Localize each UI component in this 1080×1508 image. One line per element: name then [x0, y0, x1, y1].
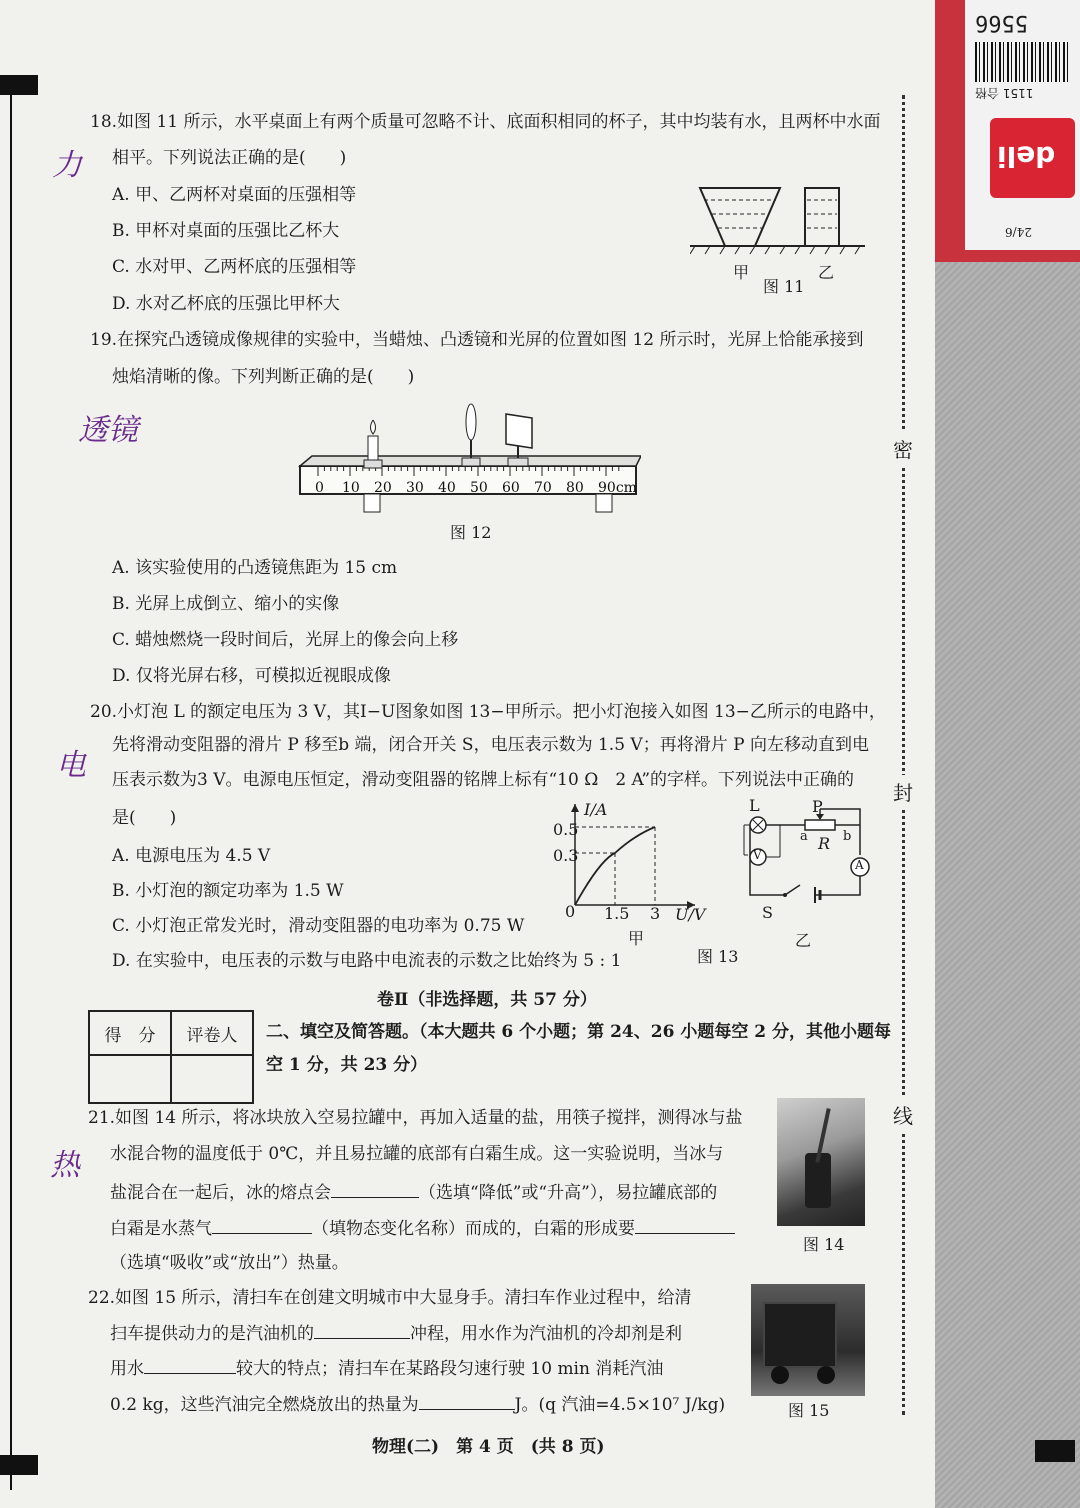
q20-stem: 先将滑动变阻器的滑片 P 移至b 端，闭合开关 S，电压表示数为 1.5 V；再将滑片 P 向左移动直到电 — [112, 735, 869, 755]
fig11-label-jia: 甲 — [733, 263, 750, 282]
handwriting-note: 热 — [50, 1148, 80, 1183]
seal-char-xian: 线 — [893, 1098, 913, 1131]
ruler-label: 20 — [374, 480, 392, 496]
box-date: 24/6 — [1005, 225, 1032, 239]
circuit-label-a: a — [800, 829, 808, 844]
ruler-label: 50 — [470, 480, 488, 496]
ruler-label: 70 — [534, 480, 552, 496]
q20-option-d: D. 在实验中，电压表的示数与电路中电流表的示数之比始终为 5 : 1 — [112, 951, 622, 971]
q20-stem: 压表示数为3 V。电源电压恒定，滑动变阻器的铭牌上标有“10 Ω 2 A”的字样。下列说法中正确的 — [112, 770, 855, 790]
section-heading: 二、填空及简答题。（本大题共 6 个小题；第 24、26 小题每空 2 分，其他小题每 — [266, 1022, 891, 1042]
ruler-label: 40 — [438, 480, 456, 496]
ruler-label: 30 — [406, 480, 424, 496]
q21-stem: 白霜是水蒸气 （填物态变化名称）而成的，白霜的形成要 — [110, 1217, 735, 1239]
section-heading: 空 1 分，共 23 分） — [266, 1055, 428, 1075]
fig11-caption: 图 11 — [763, 277, 805, 296]
q19-stem: 烛焰清晰的像。下列判断正确的是( ) — [112, 367, 415, 387]
figure-15-photo — [751, 1284, 865, 1396]
fig15-caption: 图 15 — [788, 1401, 830, 1420]
handwriting-note: 透镜 — [78, 413, 138, 448]
fig12-caption: 图 12 — [450, 523, 492, 542]
handwriting-note: 力 — [52, 148, 82, 183]
q18-option-d: D. 水对乙杯底的压强比甲杯大 — [112, 294, 340, 314]
score-cell[interactable] — [89, 1055, 171, 1103]
box-spec: 1151 合格 — [975, 86, 1034, 100]
stapler-box — [935, 0, 1080, 262]
fig13-caption: 图 13 — [697, 947, 739, 966]
graph-y-tick: 0.5 — [553, 820, 579, 839]
ruler-label: 90cm — [598, 480, 637, 496]
graph-label-jia: 甲 — [628, 929, 645, 948]
ruler-label: 80 — [566, 480, 584, 496]
q18-option-b: B. 甲杯对桌面的压强比乙杯大 — [112, 221, 340, 241]
q20-option-c: C. 小灯泡正常发光时，滑动变阻器的电功率为 0.75 W — [112, 916, 525, 936]
q20-stem: 是( ) — [112, 808, 177, 828]
q19-option-b: B. 光屏上成倒立、缩小的实像 — [112, 594, 340, 614]
voltmeter-icon: V — [753, 848, 762, 862]
scan-marker-top — [0, 75, 38, 95]
handwriting-note: 电 — [56, 748, 86, 783]
q21-stem: （选填“吸收”或“放出”）热量。 — [110, 1253, 349, 1273]
barcode — [975, 42, 1070, 82]
ruler-label: 60 — [502, 480, 520, 496]
answer-blank[interactable] — [212, 1217, 312, 1234]
fig14-caption: 图 14 — [803, 1235, 845, 1254]
q20-option-b: B. 小灯泡的额定功率为 1.5 W — [112, 881, 344, 901]
graph-x-axis-label: U/V — [675, 905, 706, 924]
q19-option-a: A. 该实验使用的凸透镜焦距为 15 cm — [112, 558, 398, 578]
circuit-label-l: L — [749, 796, 760, 815]
circuit-label-b: b — [843, 829, 852, 844]
graph-y-tick: 0.3 — [553, 846, 579, 865]
q21-stem: 水混合物的温度低于 0℃，并且易拉罐的底部有白霜生成。这一实验说明，当冰与 — [110, 1144, 724, 1164]
seal-char-feng: 封 — [893, 775, 913, 808]
figure-11-cups — [690, 180, 870, 280]
answer-blank[interactable] — [635, 1217, 735, 1234]
q22-stem: 用水 较大的特点；清扫车在某路段匀速行驶 10 min 消耗汽油 — [110, 1359, 664, 1379]
binding-dotted-line — [902, 95, 905, 1415]
q18-option-a: A. 甲、乙两杯对桌面的压强相等 — [112, 185, 357, 205]
graph-origin: 0 — [565, 902, 576, 921]
circuit-label-s: S — [762, 903, 773, 922]
answer-blank[interactable] — [419, 1393, 515, 1410]
left-margin-line — [10, 95, 12, 1490]
figure-14-photo — [777, 1098, 865, 1226]
page-footer: 物理(二) 第 4 页 (共 8 页) — [372, 1437, 605, 1457]
q19-option-d: D. 仅将光屏右移，可模拟近视眼成像 — [112, 666, 391, 686]
q20-stem: 20.小灯泡 L 的额定电压为 3 V，其I−U图象如图 13−甲所示。把小灯泡接入如图 13−乙所示的电路中， — [90, 702, 886, 722]
q20-option-a: A. 电源电压为 4.5 V — [112, 846, 271, 866]
box-code: 5566 — [975, 10, 1028, 35]
q21-stem: 21.如图 14 所示，将冰块放入空易拉罐中，再加入适量的盐，用筷子搅拌，测得冰与盐 — [88, 1108, 743, 1128]
q22-stem: 扫车提供动力的是汽油机的 冲程，用水作为汽油机的冷却剂是利 — [110, 1324, 682, 1344]
q18-stem: 18.如图 11 所示，水平桌面上有两个质量可忽略不计、底面积相同的杯子，其中均装有水，且两杯中水面 — [90, 112, 881, 132]
grader-cell[interactable] — [171, 1055, 253, 1103]
q22-stem: 22.如图 15 所示，清扫车在创建文明城市中大显身手。清扫车作业过程中，给清 — [88, 1288, 692, 1308]
seal-char-mi: 密 — [893, 432, 913, 465]
q19-stem: 19.在探究凸透镜成像规律的实验中，当蜡烛、凸透镜和光屏的位置如图 12 所示时，光屏上恰能承接到 — [90, 330, 864, 350]
circuit-label-p: P — [812, 797, 823, 816]
q18-stem: 相平。下列说法正确的是( ) — [112, 148, 347, 168]
q21-stem: 盐混合在一起后，冰的熔点会 （选填“降低”或“升高”），易拉罐底部的 — [110, 1183, 718, 1203]
answer-blank[interactable] — [314, 1322, 410, 1339]
graph-y-axis-label: I/A — [584, 800, 608, 819]
score-header: 得 分 — [89, 1011, 171, 1055]
graph-x-tick: 1.5 — [604, 904, 630, 923]
ammeter-icon: A — [855, 858, 864, 872]
scan-marker-bottom-right — [1035, 1440, 1075, 1462]
score-table — [88, 1010, 254, 1104]
section-title: 卷Ⅱ（非选择题，共 57 分） — [377, 990, 597, 1010]
circuit-label-yi: 乙 — [795, 931, 812, 950]
circuit-label-r: R — [818, 834, 831, 853]
q22-stem: 0.2 kg，这些汽油完全燃烧放出的热量为 J。(q 汽油=4.5×10⁷ J/kg) — [110, 1395, 726, 1415]
grader-header: 评卷人 — [171, 1011, 253, 1055]
q18-option-c: C. 水对甲、乙两杯底的压强相等 — [112, 257, 357, 277]
answer-blank[interactable] — [331, 1181, 419, 1198]
graph-x-tick: 3 — [650, 904, 661, 923]
answer-blank[interactable] — [144, 1357, 236, 1374]
fig11-label-yi: 乙 — [818, 263, 835, 282]
figure-12-optical-bench — [296, 400, 641, 520]
ruler-label: 10 — [342, 480, 360, 496]
scan-marker-bottom-left — [0, 1455, 38, 1475]
ruler-label: 0 — [315, 480, 324, 496]
q19-option-c: C. 蜡烛燃烧一段时间后，光屏上的像会向上移 — [112, 630, 459, 650]
brand-logo: deli — [997, 140, 1056, 173]
